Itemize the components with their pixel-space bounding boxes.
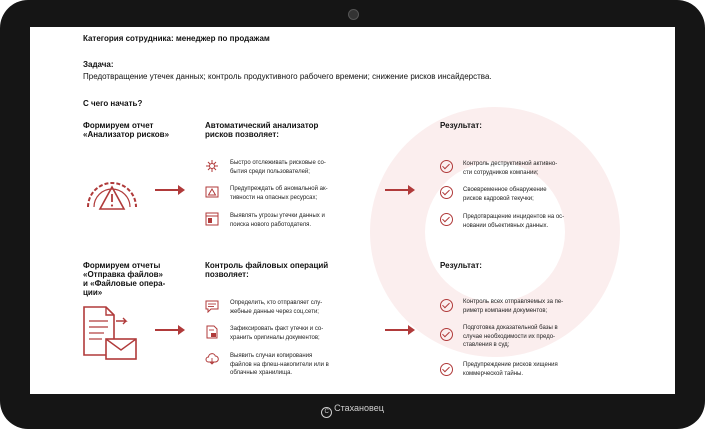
- section1-item-1: Быстро отслеживать рисковые со- бытия среди пользователей;: [230, 160, 326, 175]
- brand-logo-icon: С: [321, 407, 332, 418]
- section2-result-2: Подготовка доказательной базы в случае необходимости их предо- ставления в суд;: [463, 325, 558, 348]
- section1-result-title: Результат:: [440, 121, 482, 130]
- flow-arrow: [155, 329, 183, 331]
- category-heading: Категория сотрудника: менеджер по продажам: [83, 34, 270, 43]
- check-icon: [440, 160, 453, 173]
- check-icon: [440, 363, 453, 376]
- section1-middle-title: Автоматический анализатор рисков позволяет:: [205, 121, 319, 139]
- warning-icon: [205, 185, 219, 199]
- flow-arrow: [385, 329, 413, 331]
- section2-item-1: Определить, кто отправляет слу- жебные данные через соц.сети;: [230, 300, 323, 315]
- section2-report-title: Формируем отчеты «Отправка файлов» и «Файловые опера- ции»: [83, 261, 166, 297]
- risk-gauge-icon: [80, 167, 144, 213]
- chat-icon: [205, 299, 219, 313]
- start-title: С чего начать?: [83, 99, 143, 108]
- section1-report-title: Формируем отчет «Анализатор рисков»: [83, 121, 170, 139]
- events-icon: [205, 159, 219, 173]
- section1-item-2: Предупреждать об аномальной ак- тивности на опасных ресурсах;: [230, 186, 328, 201]
- file-send-icon: [80, 305, 140, 361]
- flow-arrow: [385, 189, 413, 191]
- screen: [30, 27, 675, 394]
- task-title: Задача:: [83, 60, 114, 69]
- browser-threat-icon: [205, 212, 219, 226]
- check-icon: [440, 328, 453, 341]
- section2-result-1: Контроль всех отправляемых за пе- риметр компании документов;: [463, 299, 564, 314]
- brand-label: С Стахановец: [0, 403, 705, 418]
- section2-result-3: Предупреждение рисков хищения коммерческой тайны.: [463, 362, 558, 377]
- cloud-copy-icon: [205, 352, 219, 366]
- flow-arrow: [155, 189, 183, 191]
- task-text: Предотвращение утечек данных; контроль продуктивного рабочего времени; снижение рисков инсайдерства.: [83, 72, 492, 81]
- section1-result-3: Предотвращение инцидентов на ос- новании объективных данных.: [463, 214, 565, 229]
- document-lock-icon: [205, 325, 219, 339]
- section2-middle-title: Контроль файловых операций позволяет:: [205, 261, 329, 279]
- section2-item-2: Зафиксировать факт утечки и со- хранить оригиналы документов;: [230, 326, 324, 341]
- section2-item-3: Выявить случаи копирования файлов на флеш-накопители или в облачные хранилища.: [230, 353, 329, 376]
- check-icon: [440, 213, 453, 226]
- section1-result-1: Контроль деструктивной активно- сти сотрудников компании;: [463, 161, 558, 176]
- section1-item-3: Выявлять угрозы утечки данных и поиска нового работодателя.: [230, 213, 325, 228]
- section1-result-2: Своевременное обнаружение рисков кадровой текучки;: [463, 187, 547, 202]
- camera-icon: [348, 9, 359, 20]
- section2-result-title: Результат:: [440, 261, 482, 270]
- check-icon: [440, 299, 453, 312]
- check-icon: [440, 186, 453, 199]
